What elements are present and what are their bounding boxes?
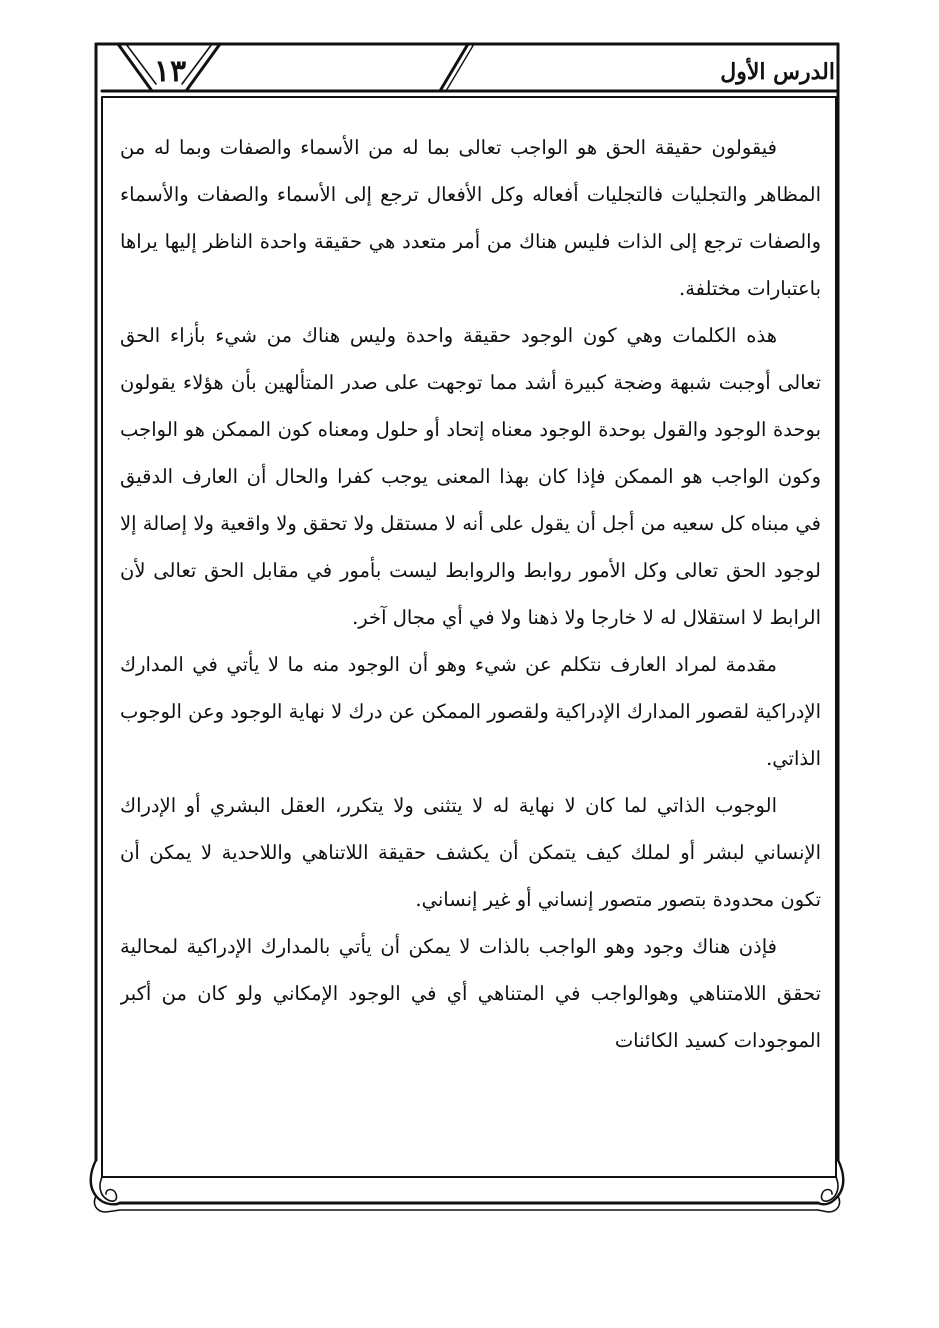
paragraph-4: الوجوب الذاتي لما كان لا نهاية له لا يتثنى ولا يتكرر، العقل البشري أو الإدراك الإنساني لبشر أو لملك كيف يتمكن أن يكشف حقيقة اللاتناهي واللاحدية لا يمكن أن تكون محدودة بتصور متصور إنساني أو غير إنساني. (120, 794, 821, 911)
paragraph-5: فإذن هناك وجود وهو الواجب بالذات لا يمكن أن يأتي بالمدارك الإدراكية لمحالية تحقق اللامتناهي وهوالواجب في المتناهي أي في الوجود الإمكاني ولو كان من أكبر الموجودات كسيد الكائنات (120, 935, 821, 1052)
paragraph-2: هذه الكلمات وهي كون الوجود حقيقة واحدة وليس هناك من شيء بأزاء الحق تعالى أوجبت شبهة وضجة كبيرة أشد مما توجهت على صدر المتألهين بأن هؤلاء يقولون بوحدة الوجود والقول بوحدة الوجود معناه إتحاد أو حلول ومعناه كون الممكن هو الواجب وكون الواجب هو الممكن فإذا كان بهذا المعنى يوجب كفرا والحال أن العارف الدقيق في مبناه كل سعيه من أجل أن يقول على أنه لا مستقل ولا تحقق ولا واقعية ولا إصالة إلا لوجود الحق تعالى وكل الأمور روابط والروابط ليست بأمور في مقابل الحق تعالى لأن الرابط لا استقلال له لا خارجا ولا ذهنا ولا في أي مجال آخر. (120, 324, 821, 629)
paragraph-3: مقدمة لمراد العارف نتكلم عن شيء وهو أن الوجود منه ما لا يأتي في المدارك الإدراكية لقصور المدارك الإدراكية ولقصور الممكن عن درك لا نهاية الوجود وعن الوجوب الذاتي. (120, 653, 821, 770)
chapter-title: الدرس الأول (720, 59, 835, 85)
paragraph-1: فيقولون حقيقة الحق هو الواجب تعالى بما له من الأسماء والصفات وبما له من المظاهر والتجليات فالتجليات أفعاله وكل الأفعال ترجع إلى الأسماء والصفات والأسماء والصفات ترجع إلى الذات فليس هناك من أمر متعدد هي حقيقة واحدة الناظر إليها يراها باعتبارات مختلفة. (120, 136, 821, 300)
body-text (120, 124, 821, 1184)
page-number: ١٣ (153, 54, 187, 89)
